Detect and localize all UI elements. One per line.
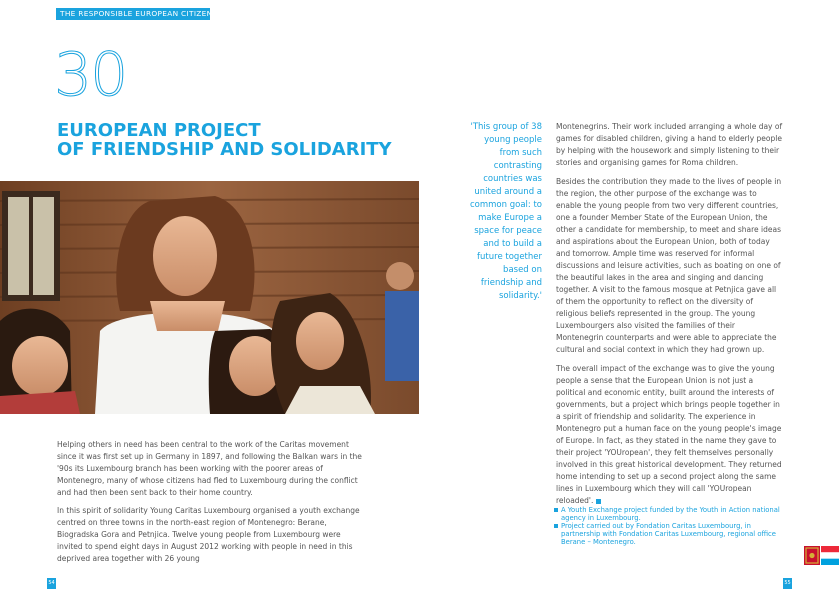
- page-big-number: 30: [54, 40, 127, 110]
- right-paragraph-2: Besides the contribution they made to the lives of people in the region, the other purpose of the exchange was to enable the young people from two very different countries, one a founder Member State of the European Union, the other a candidate for membership, to meet and share ideas and aspirations about the European Union, both of today and tomorrow. Ample time was reserved for informal discussions and leisure activities, such as boating on one of the beautiful lakes in the area and singing and dancing together. A visit to the famous mosque at Petnjica gave all of them the opportunity to reflect on the diversity of religious beliefs represented in the group. The young Luxembourgers also visited the families of their Montenegrin counterparts and were able to appreciate the cultural and social context in which they had grown up.: [556, 177, 782, 354]
- page-number-right: 55: [783, 578, 792, 589]
- footnotes: [554, 506, 784, 546]
- flags-group: [804, 546, 839, 565]
- footnote-1: A Youth Exchange project funded by the Youth in Action national agency in Luxembourg.: [554, 506, 784, 522]
- end-of-article-icon: [596, 499, 601, 504]
- montenegro-flag-icon: [804, 546, 820, 565]
- right-text-column: [556, 121, 784, 514]
- right-paragraph-3: The overall impact of the exchange was to give the young people a sense that the European Union is not just a political and economic entity, built around the interests of governments, but a project which brings people together in a spirit of friendship and solidarity. The experience in Montenegro put a human face on the young people's image of Europe. In fact, as they stated in the name they gave to their project 'YOUropean', they felt themselves personally involved in this great historical development. They returned home intending to set up a second project along the same lines in Luxembourg which they will call 'YOUropean reloaded'.: [556, 364, 782, 505]
- left-paragraph-2: In this spirit of solidarity Young Caritas Luxembourg organised a youth exchange centred on three towns in the north-east region of Montenegro: Berane, Biogradska Gora and Petnjica. Twelve young people from Luxembourg were invited to spend eight days in August 2012 working with people in need in this deprived area together with 26 young: [57, 506, 360, 563]
- right-paragraph-1: Montenegrins. Their work included arranging a whole day of games for disabled children, giving a hand to elderly people by helping with the housework and simply listening to their stories and organising games for Roma children.: [556, 122, 783, 167]
- title-line-1: EUROPEAN PROJECT: [57, 120, 261, 141]
- photo-girls: [0, 181, 419, 414]
- title-line-2: OF FRIENDSHIP AND SOLIDARITY: [57, 139, 392, 160]
- page-title: [57, 120, 392, 160]
- left-paragraph-1: Helping others in need has been central to the work of the Caritas movement since it was first set up in Germany in 1897, and following the Balkan wars in the '90s its Luxembourg branch has been working with the poorer areas of Montenegro, many of whose citizens had fled to Luxembourg during the conflict and had then been sent back to their home country.: [57, 440, 362, 497]
- section-header-band: [56, 8, 218, 20]
- left-text-column: [57, 439, 363, 571]
- section-label: THE RESPONSIBLE EUROPEAN CITIZENS: [60, 9, 218, 18]
- pull-quote: 'This group of 38 young people from such contrasting countries was united around a common goal: to make Europe a space for peace and to build a future together based on friendship and solidarity.': [470, 122, 542, 301]
- luxembourg-flag-icon: [821, 546, 839, 565]
- right-paragraph-3-wrap: [556, 363, 784, 507]
- photo-illustration: [0, 181, 419, 414]
- footnote-2: Project carried out by Fondation Caritas Luxembourg, in partnership with Fondation Caritas Luxembourg, regional office Berane – Montenegro.: [554, 522, 784, 546]
- page-number-left: 54: [47, 578, 56, 589]
